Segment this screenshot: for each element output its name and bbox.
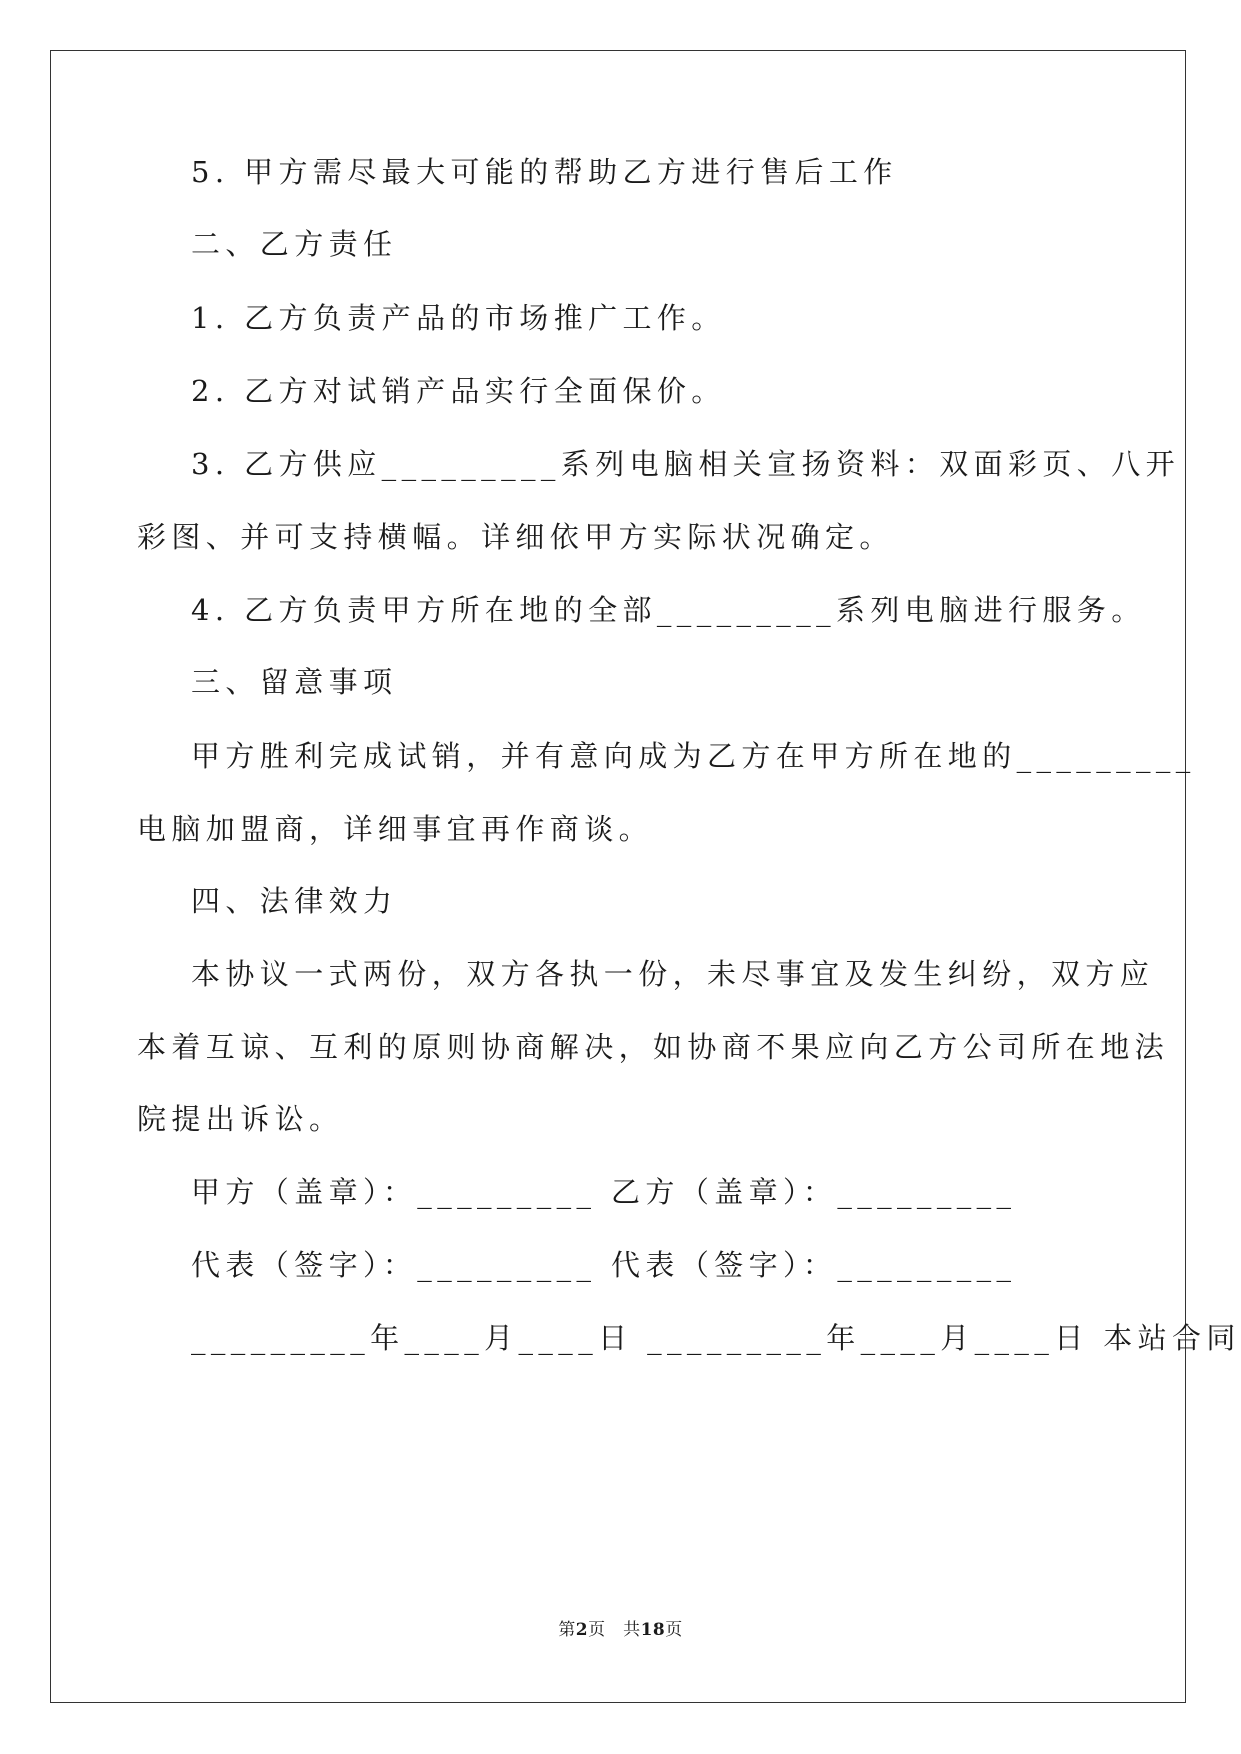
item-1-text: 1. 乙方负责产品的市场推广工作。 xyxy=(191,301,726,335)
date-line: _________年____月____日 _________年____月____日 本站合同 xyxy=(191,1321,1241,1355)
item-3-text-line1: 3. 乙方供应_________系列电脑相关宣扬资料：双面彩页、八开 xyxy=(191,447,1180,481)
footer-prefix: 第 xyxy=(558,1620,576,1640)
signature-line: 代表（签字）：_________ 代表（签字）：_________ xyxy=(191,1248,1017,1282)
page-border xyxy=(50,50,1186,1703)
footer-suffix: 页 xyxy=(665,1620,683,1640)
item-3-text-line2: 彩图、并可支持横幅。详细依甲方实际状况确定。 xyxy=(137,520,894,554)
footer-total-pages: 18 xyxy=(640,1620,666,1640)
section-4-paragraph-line2: 本着互谅、互利的原则协商解决，如协商不果应向乙方公司所在地法 xyxy=(137,1030,1170,1064)
footer-current-page: 2 xyxy=(575,1620,589,1640)
section-3-heading: 三、留意事项 xyxy=(191,665,398,699)
item-2-text: 2. 乙方对试销产品实行全面保价。 xyxy=(191,374,726,408)
seal-line: 甲方（盖章）：_________ 乙方（盖章）：_________ xyxy=(191,1175,1017,1209)
item-5-text: 5. 甲方需尽最大可能的帮助乙方进行售后工作 xyxy=(191,155,898,189)
section-3-paragraph-line1: 甲方胜利完成试销，并有意向成为乙方在甲方所在地的_________ xyxy=(191,739,1196,773)
section-4-paragraph-line3: 院提出诉讼。 xyxy=(137,1102,344,1136)
item-4-text: 4. 乙方负责甲方所在地的全部_________系列电脑进行服务。 xyxy=(191,593,1146,627)
section-2-heading: 二、乙方责任 xyxy=(191,227,398,261)
section-4-paragraph-line1: 本协议一式两份，双方各执一份，未尽事宜及发生纠纷，双方应 xyxy=(191,957,1155,991)
page-footer xyxy=(0,1619,1241,1641)
section-3-paragraph-line2: 电脑加盟商，详细事宜再作商谈。 xyxy=(137,812,654,846)
footer-mid: 页 共 xyxy=(588,1620,641,1640)
section-4-heading: 四、法律效力 xyxy=(191,884,398,918)
